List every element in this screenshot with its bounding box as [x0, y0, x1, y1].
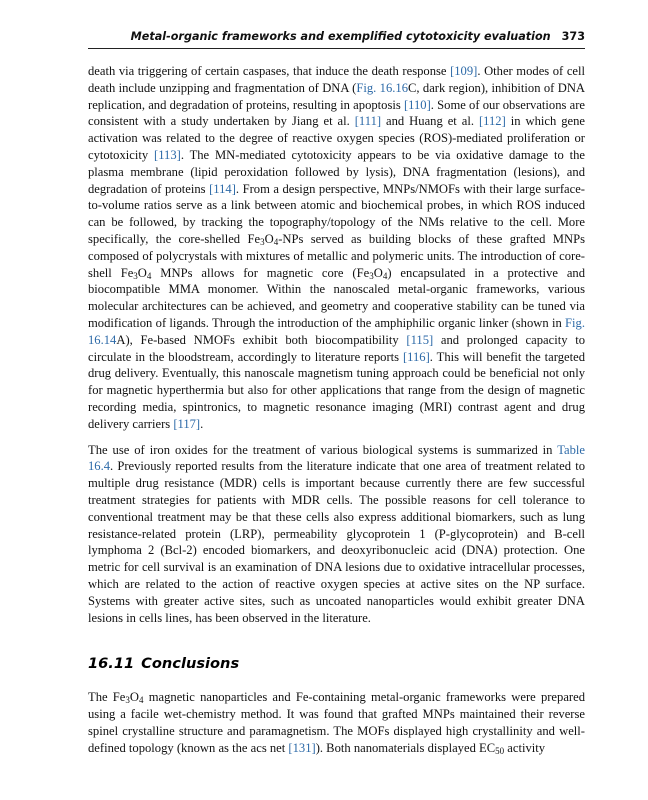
section-number: 16.11 [88, 655, 135, 673]
text-run: O [264, 231, 274, 246]
paragraph-1 [88, 63, 585, 433]
citation-link[interactable]: [112] [478, 114, 506, 129]
subscript: 4 [139, 695, 144, 706]
text-run: O [129, 690, 139, 705]
subscript: 50 [495, 745, 505, 756]
body-text [88, 63, 585, 765]
paragraph-3 [88, 689, 585, 756]
section-title: Conclusions [141, 655, 240, 673]
figure-link[interactable]: Fig. 16.16 [356, 80, 408, 95]
text-run: The Fe [88, 690, 126, 705]
citation-link[interactable]: [110] [403, 97, 431, 112]
paragraph-2 [88, 442, 585, 627]
citation-link[interactable]: [114] [209, 181, 236, 196]
text-run: MNPs allows for magnetic core (Fe [151, 265, 370, 280]
text-run: in which gene activation was related to the degree of reactive oxygen species (ROS)-mediated proliferation or cytotoxicity [88, 114, 586, 162]
text-run: . Other modes of cell death include unzipping and fragmentation of DNA ( [88, 64, 586, 95]
text-run: . [200, 416, 204, 431]
text-run: ) encapsulated in a protective and biocompatible MMA monomer. Within the nanoscaled metal-organic frameworks, various molecular architectures can be achieved, and geometry and cooperative stability can be tuned via modification of ligands. Through the introduction of the amphiphilic organic linker (shown in [88, 265, 586, 330]
citation-link[interactable]: [116] [402, 349, 430, 364]
text-run: ). Both nanomaterials displayed EC [315, 740, 496, 755]
subscript: 3 [125, 695, 130, 706]
citation-link[interactable]: [117] [173, 416, 201, 431]
subscript: 3 [260, 236, 265, 247]
text-run: . This will benefit the targeted drug delivery. Eventually, this nanoscale magnetism tuning approach could be beneficial not only for magnetic hyperthermia but also for other applications that range from the design of magnetic recording media, spintronics, to magnetic resonance imaging (MRI) contrast agent and drug delivery carriers [88, 349, 585, 431]
text-run: The use of iron oxides for the treatment of various biological systems is summarized in [88, 442, 558, 457]
citation-link[interactable]: [111] [354, 114, 382, 129]
subscript: 3 [133, 270, 138, 281]
subscript: 4 [382, 270, 388, 281]
citation-link[interactable]: [113] [154, 147, 181, 162]
figure-link[interactable]: Fig. 16.14 [88, 315, 585, 347]
text-run: magnetic nanoparticles and Fe-containing metal-organic frameworks were prepared using a facile wet-chemistry method. It was found that grafted MNPs maintained their reverse spinel crystalline structure and paramagnetism. The MOFs displayed high crystallinity and well-defined topology (known as the acs net [88, 690, 585, 755]
text-run: C, dark region), inhibition of DNA replication, and degradation of proteins, resulting in apoptosis [88, 80, 586, 112]
text-run: O [373, 265, 383, 280]
running-header-title: Metal-organic frameworks and exemplified cytotoxicity evaluation [130, 30, 551, 43]
header-rule [88, 48, 585, 49]
text-run: and Huang et al. [381, 114, 479, 129]
text-run: . From a design perspective, MNPs/NMOFs with their large surface-to-volume ratios serve as a link between atomic and biochemical probes, in which ROS induced can be followed, by tracking the topography/topology of the NMs relative to the cell. More specifically, the core-shelled Fe [88, 181, 585, 246]
text-run: O [137, 265, 147, 280]
text-run: activity [504, 740, 546, 755]
page-number: 373 [561, 30, 585, 43]
text-run: death via triggering of certain caspases, that induce the death response [88, 64, 451, 78]
text-run: . Previously reported results from the literature indicate that one area of treatment related to multiple drug resistance (MDR) cells is important because currently there are few successful treatment strategies for patients with MDR cells. The possible reasons for cell tolerance to conventional treatment may be that these cells also express additional biomarkers, such as lung resistance-related protein (LRP), permeability glycoprotein 1 (P-glycoprotein) and B-cell lymphoma 2 (Bcl-2) encoded biomarkers, and deoxyribonucleic acid (DNA) protection. One metric for cell survival is an examination of DNA lesions due to oxidative intracellular processes, which are related to the action of reactive oxygen species at active sites on the NP surface. Systems with greater active sites, such as uncoated nanoparticles would exhibit greater DNA lesions in cells lines, has been observed in the literature. [88, 459, 585, 625]
text-run: and prolonged capacity to circulate in the bloodstream, accordingly to literature reports [88, 332, 585, 364]
section-heading [88, 655, 585, 673]
text-run: A), Fe-based NMOFs exhibit both biocompatibility [116, 332, 407, 347]
citation-link[interactable]: [131] [288, 740, 316, 755]
subscript: 3 [369, 270, 374, 281]
citation-link[interactable]: [109] [450, 64, 478, 78]
table-link[interactable]: Table 16.4 [88, 442, 585, 474]
subscript: 4 [273, 236, 279, 247]
text-run: . Some of our observations are consistent with a study undertaken by Jiang et al. [88, 97, 585, 129]
text-run: . The MN-mediated cytotoxicity appears to be via oxidative damage to the plasma membrane (lipid peroxidation followed by lysis), DNA fragmentation (lesions), and degradation of proteins [88, 147, 585, 196]
citation-link[interactable]: [115] [406, 332, 434, 347]
subscript: 4 [146, 270, 152, 281]
text-run: -NPs served as building blocks of these grafted MNPs composed of polycrystals with mixtures of metallic and polymeric units. The introduction of core-shell Fe [88, 231, 585, 280]
running-header [88, 30, 585, 43]
